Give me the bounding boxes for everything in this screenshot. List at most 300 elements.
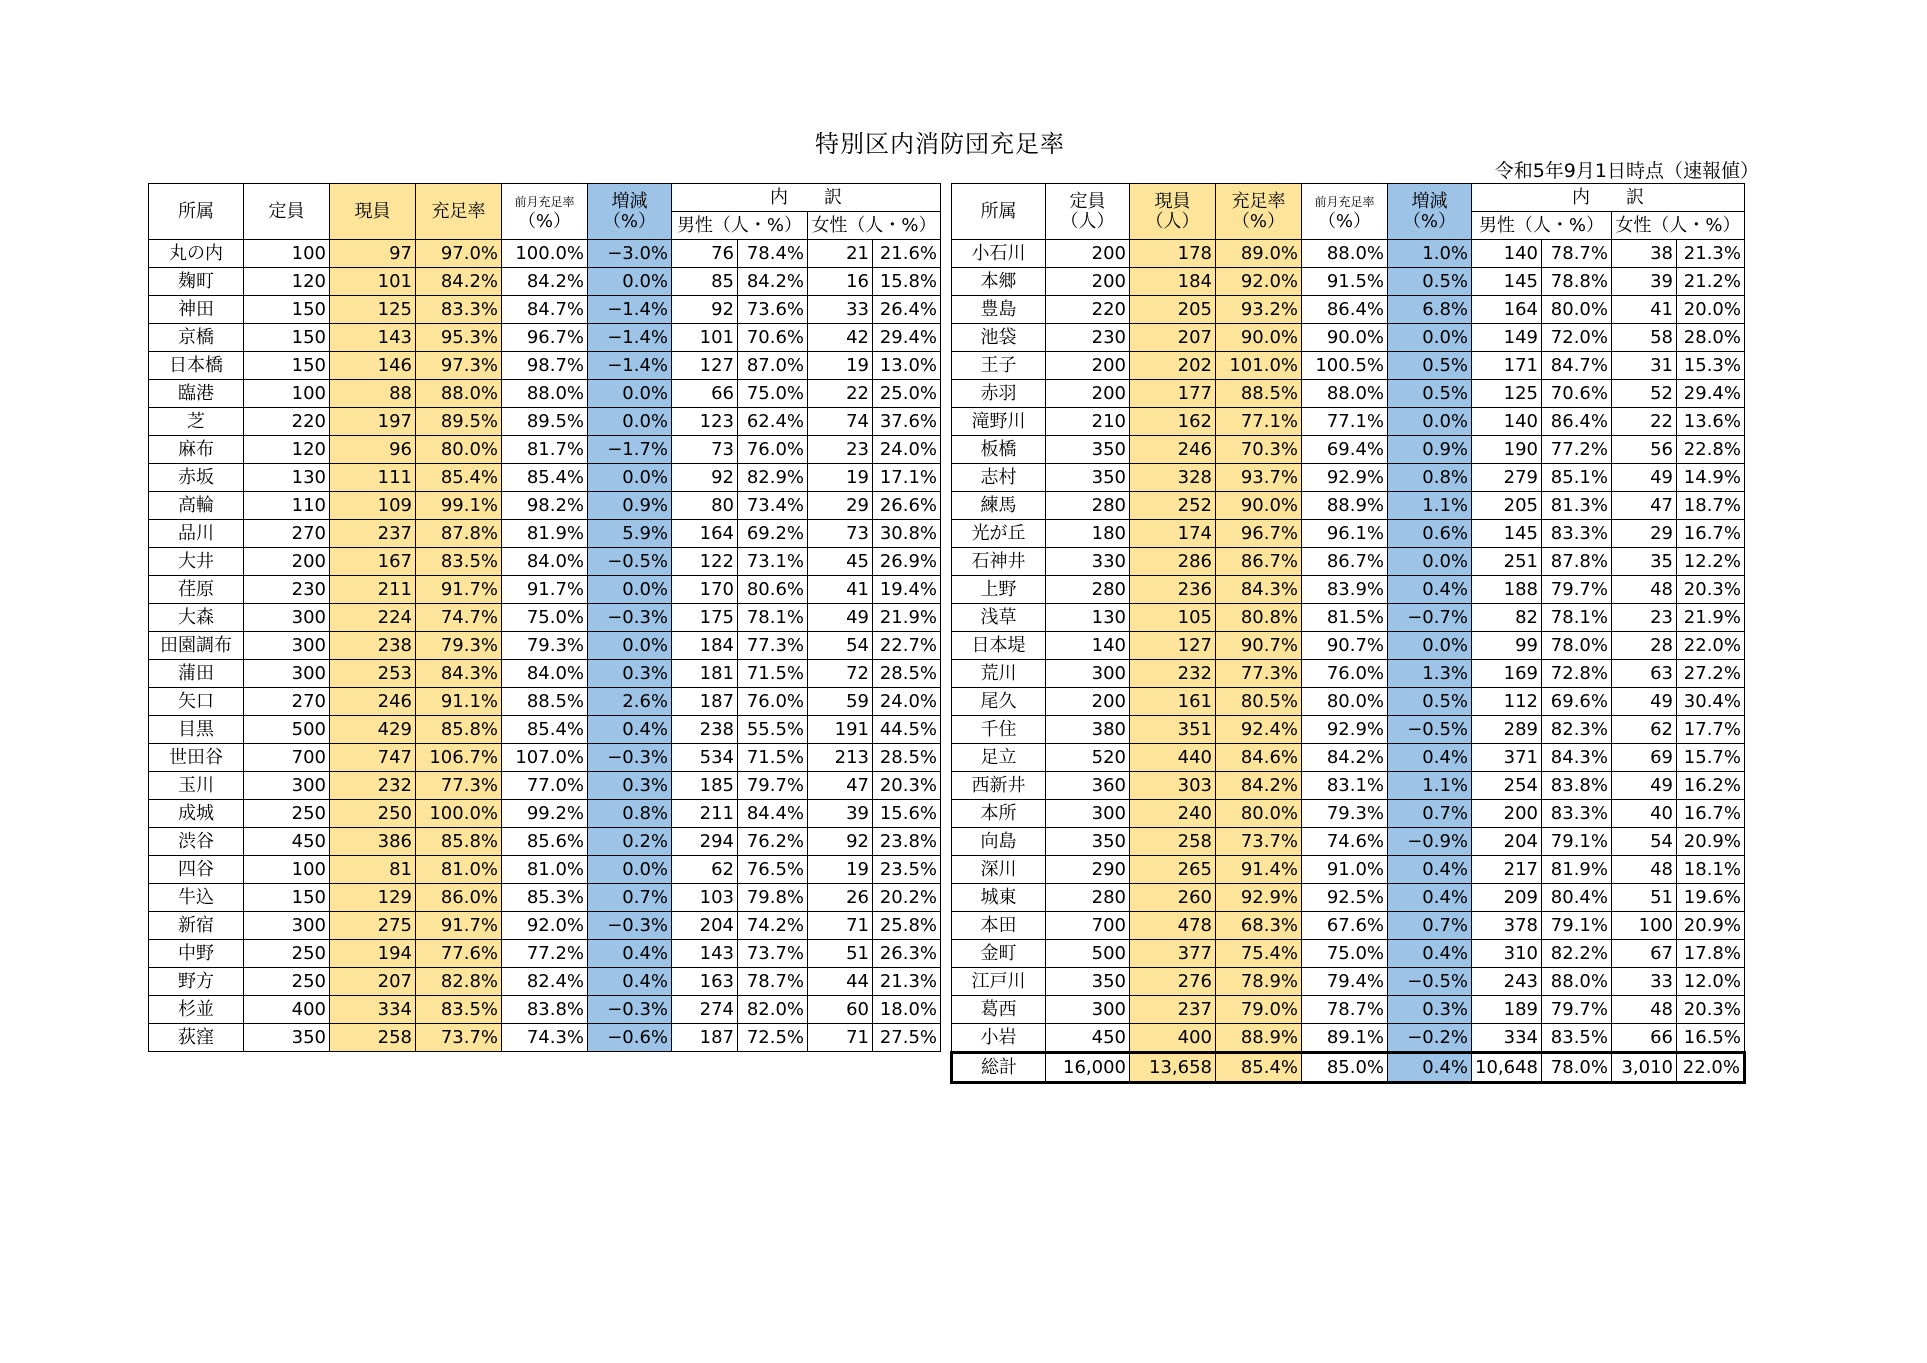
cell-male-count: 62 [672,856,738,884]
cell-quota: 150 [244,884,330,912]
cell-male-pct: 71.5% [738,744,808,772]
cell-male-pct: 85.1% [1541,464,1611,492]
cell-rate: 93.7% [1216,464,1302,492]
table-row [149,464,941,492]
cell-quota: 250 [244,968,330,996]
cell-male-pct: 73.7% [738,940,808,968]
cell-quota: 130 [244,464,330,492]
cell-quota: 200 [1046,268,1130,296]
cell-current: 207 [330,968,416,996]
total-prev-rate: 85.0% [1302,1053,1388,1083]
cell-prev-rate: 84.2% [502,268,588,296]
cell-female-count: 22 [1611,408,1676,436]
cell-quota: 300 [244,772,330,800]
cell-current: 246 [330,688,416,716]
cell-male-pct: 75.0% [738,380,808,408]
cell-change: 0.5% [1388,688,1472,716]
cell-org: 麹町 [149,268,244,296]
table-row [149,772,941,800]
cell-male-count: 127 [672,352,738,380]
cell-change: 0.0% [1388,548,1472,576]
cell-prev-rate: 75.0% [1302,940,1388,968]
cell-prev-rate: 78.7% [1302,996,1388,1024]
cell-male-count: 534 [672,744,738,772]
header-current-label: 現員 [1154,190,1191,212]
cell-male-pct: 84.3% [1541,744,1611,772]
table-row [952,548,1745,576]
cell-quota: 130 [1046,604,1130,632]
total-quota: 16,000 [1046,1053,1130,1083]
cell-female-count: 52 [1611,380,1676,408]
cell-current: 240 [1130,800,1216,828]
cell-change: 0.4% [588,716,672,744]
table-row [149,352,941,380]
cell-male-count: 164 [1472,296,1542,324]
cell-male-pct: 80.0% [1541,296,1611,324]
cell-org: 浅草 [952,604,1046,632]
cell-female-pct: 20.3% [1676,996,1744,1024]
cell-male-pct: 82.0% [738,996,808,1024]
cell-prev-rate: 86.7% [1302,548,1388,576]
cell-male-count: 76 [672,240,738,268]
cell-male-pct: 72.8% [1541,660,1611,688]
cell-change: 0.8% [588,800,672,828]
cell-male-count: 149 [1472,324,1542,352]
cell-current: 286 [1130,548,1216,576]
table-row [952,884,1745,912]
cell-quota: 350 [1046,828,1130,856]
header-male: 男性（人・%） [672,212,808,240]
cell-female-count: 47 [1611,492,1676,520]
cell-org: 品川 [149,520,244,548]
table-row [952,324,1745,352]
cell-male-pct: 78.1% [1541,604,1611,632]
cell-change: 0.7% [1388,800,1472,828]
cell-male-count: 73 [672,436,738,464]
cell-current: 237 [330,520,416,548]
cell-current: 232 [1130,660,1216,688]
cell-male-count: 99 [1472,632,1542,660]
cell-change: 0.0% [588,856,672,884]
cell-current: 81 [330,856,416,884]
table-row [952,604,1745,632]
cell-rate: 90.0% [1216,492,1302,520]
cell-male-count: 125 [1472,380,1542,408]
cell-rate: 97.3% [416,352,502,380]
cell-prev-rate: 84.7% [502,296,588,324]
cell-change: 0.6% [1388,520,1472,548]
cell-quota: 300 [244,604,330,632]
cell-prev-rate: 80.0% [1302,688,1388,716]
cell-quota: 520 [1046,744,1130,772]
table-row [952,268,1745,296]
cell-org: 千住 [952,716,1046,744]
cell-org: 杉並 [149,996,244,1024]
cell-rate: 77.6% [416,940,502,968]
cell-quota: 270 [244,520,330,548]
cell-current: 258 [1130,828,1216,856]
cell-male-count: 66 [672,380,738,408]
table-row [149,912,941,940]
cell-rate: 86.7% [1216,548,1302,576]
cell-org: 深川 [952,856,1046,884]
cell-male-count: 169 [1472,660,1542,688]
cell-current: 224 [330,604,416,632]
cell-female-pct: 14.9% [1676,464,1744,492]
cell-male-count: 143 [672,940,738,968]
cell-male-count: 171 [1472,352,1542,380]
cell-rate: 80.8% [1216,604,1302,632]
cell-org: 神田 [149,296,244,324]
header-breakdown: 内 訳 [672,184,941,212]
cell-rate: 73.7% [416,1024,502,1052]
cell-prev-rate: 84.0% [502,548,588,576]
cell-quota: 360 [1046,772,1130,800]
header-rate [1216,184,1302,240]
table-row [149,688,941,716]
cell-female-count: 29 [1611,520,1676,548]
cell-prev-rate: 81.9% [502,520,588,548]
cell-male-count: 279 [1472,464,1542,492]
cell-quota: 230 [1046,324,1130,352]
cell-female-count: 66 [1611,1024,1676,1053]
cell-rate: 106.7% [416,744,502,772]
cell-male-count: 164 [672,520,738,548]
cell-current: 386 [330,828,416,856]
cell-prev-rate: 100.0% [502,240,588,268]
cell-current: 97 [330,240,416,268]
cell-male-count: 310 [1472,940,1542,968]
cell-male-count: 217 [1472,856,1542,884]
cell-female-count: 45 [808,548,873,576]
cell-female-count: 29 [808,492,873,520]
cell-current: 258 [330,1024,416,1052]
cell-male-pct: 70.6% [738,324,808,352]
cell-org: 足立 [952,744,1046,772]
cell-male-count: 175 [672,604,738,632]
cell-male-pct: 76.2% [738,828,808,856]
cell-change: 0.3% [588,660,672,688]
cell-org: 城東 [952,884,1046,912]
cell-rate: 79.3% [416,632,502,660]
cell-female-pct: 21.9% [873,604,941,632]
cell-male-count: 163 [672,968,738,996]
cell-male-pct: 79.1% [1541,912,1611,940]
cell-male-pct: 87.8% [1541,548,1611,576]
header-prev-rate-label: 前月充足率 [1314,194,1375,209]
cell-male-count: 187 [672,688,738,716]
table-row [952,912,1745,940]
table-row [149,800,941,828]
cell-quota: 450 [1046,1024,1130,1053]
cell-female-count: 16 [808,268,873,296]
cell-change: 1.3% [1388,660,1472,688]
cell-org: 板橋 [952,436,1046,464]
cell-male-count: 92 [672,464,738,492]
cell-male-count: 170 [672,576,738,604]
cell-female-count: 54 [1611,828,1676,856]
table-row [149,408,941,436]
table-row [952,744,1745,772]
cell-female-count: 22 [808,380,873,408]
cell-male-pct: 83.3% [1541,520,1611,548]
cell-rate: 84.3% [416,660,502,688]
cell-change: −0.7% [1388,604,1472,632]
cell-org: 荒川 [952,660,1046,688]
cell-male-count: 254 [1472,772,1542,800]
cell-org: 小石川 [952,240,1046,268]
cell-rate: 81.0% [416,856,502,884]
cell-female-count: 49 [1611,688,1676,716]
cell-female-count: 48 [1611,856,1676,884]
cell-quota: 120 [244,268,330,296]
cell-male-count: 251 [1472,548,1542,576]
table-row [149,268,941,296]
cell-org: 大森 [149,604,244,632]
cell-current: 747 [330,744,416,772]
cell-current: 167 [330,548,416,576]
cell-rate: 68.3% [1216,912,1302,940]
table-row [149,1024,941,1052]
cell-quota: 100 [244,380,330,408]
cell-org: 赤羽 [952,380,1046,408]
cell-female-count: 33 [808,296,873,324]
cell-change: 0.0% [1388,408,1472,436]
cell-rate: 83.5% [416,996,502,1024]
cell-male-count: 204 [1472,828,1542,856]
cell-quota: 200 [1046,380,1130,408]
cell-org: 滝野川 [952,408,1046,436]
page-title: 特別区内消防団充足率 [815,130,1065,158]
cell-prev-rate: 88.0% [1302,240,1388,268]
cell-female-pct: 13.0% [873,352,941,380]
header-quota-unit: （人） [1060,210,1115,232]
cell-rate: 82.8% [416,968,502,996]
table-row [952,772,1745,800]
cell-male-count: 122 [672,548,738,576]
cell-quota: 150 [244,324,330,352]
cell-current: 109 [330,492,416,520]
cell-org: 王子 [952,352,1046,380]
cell-change: 0.3% [588,772,672,800]
table-row [952,296,1745,324]
header-breakdown: 内 訳 [1472,184,1745,212]
cell-quota: 350 [1046,968,1130,996]
cell-current: 429 [330,716,416,744]
cell-change: −0.5% [588,548,672,576]
cell-female-pct: 15.8% [873,268,941,296]
cell-quota: 220 [1046,296,1130,324]
cell-rate: 78.9% [1216,968,1302,996]
cell-quota: 200 [244,548,330,576]
cell-quota: 200 [1046,688,1130,716]
cell-female-pct: 12.0% [1676,968,1744,996]
cell-prev-rate: 92.9% [1302,716,1388,744]
cell-prev-rate: 91.5% [1302,268,1388,296]
table-row [952,436,1745,464]
cell-change: 0.0% [588,632,672,660]
cell-prev-rate: 81.5% [1302,604,1388,632]
cell-rate: 92.0% [1216,268,1302,296]
cell-org: 丸の内 [149,240,244,268]
cell-org: 小岩 [952,1024,1046,1053]
left-table [148,183,941,1052]
cell-female-pct: 22.8% [1676,436,1744,464]
cell-prev-rate: 85.6% [502,828,588,856]
cell-change: 0.5% [1388,268,1472,296]
cell-male-count: 80 [672,492,738,520]
cell-change: 1.1% [1388,772,1472,800]
cell-female-count: 69 [1611,744,1676,772]
cell-org: 本所 [952,800,1046,828]
cell-org: 葛西 [952,996,1046,1024]
cell-male-pct: 82.2% [1541,940,1611,968]
cell-male-count: 112 [1472,688,1542,716]
header-rate-unit: （%） [1231,210,1286,232]
cell-male-count: 209 [1472,884,1542,912]
cell-prev-rate: 89.1% [1302,1024,1388,1053]
cell-rate: 84.3% [1216,576,1302,604]
cell-prev-rate: 107.0% [502,744,588,772]
cell-quota: 150 [244,296,330,324]
header-change-label: 増減 [1411,190,1448,212]
cell-female-pct: 20.9% [1676,828,1744,856]
cell-female-pct: 28.0% [1676,324,1744,352]
cell-change: −1.4% [588,352,672,380]
header-change [588,184,672,240]
cell-prev-rate: 88.9% [1302,492,1388,520]
cell-female-count: 38 [1611,240,1676,268]
cell-change: 0.4% [1388,856,1472,884]
cell-rate: 91.4% [1216,856,1302,884]
table-row [952,800,1745,828]
cell-male-count: 123 [672,408,738,436]
cell-prev-rate: 69.4% [1302,436,1388,464]
cell-prev-rate: 83.1% [1302,772,1388,800]
cell-female-pct: 21.3% [873,968,941,996]
cell-current: 184 [1130,268,1216,296]
cell-org: 金町 [952,940,1046,968]
cell-male-pct: 76.5% [738,856,808,884]
cell-current: 238 [330,632,416,660]
table-row [149,716,941,744]
cell-org: 田園調布 [149,632,244,660]
table-row [149,940,941,968]
table-row [149,856,941,884]
cell-current: 205 [1130,296,1216,324]
cell-female-pct: 24.0% [873,688,941,716]
cell-female-pct: 22.7% [873,632,941,660]
header-prev-rate [1302,184,1388,240]
cell-female-count: 191 [808,716,873,744]
cell-org: 日本堤 [952,632,1046,660]
total-org: 総計 [952,1053,1046,1083]
cell-prev-rate: 100.5% [1302,352,1388,380]
cell-rate: 70.3% [1216,436,1302,464]
cell-male-pct: 78.4% [738,240,808,268]
cell-male-pct: 73.1% [738,548,808,576]
cell-female-count: 51 [1611,884,1676,912]
cell-rate: 92.4% [1216,716,1302,744]
cell-male-pct: 76.0% [738,688,808,716]
cell-current: 127 [1130,632,1216,660]
header-current [1130,184,1216,240]
cell-male-count: 294 [672,828,738,856]
cell-female-pct: 15.3% [1676,352,1744,380]
cell-org: 臨港 [149,380,244,408]
cell-org: 豊島 [952,296,1046,324]
cell-male-pct: 79.8% [738,884,808,912]
cell-current: 174 [1130,520,1216,548]
cell-change: 0.0% [588,464,672,492]
cell-female-pct: 15.7% [1676,744,1744,772]
cell-quota: 300 [1046,660,1130,688]
cell-change: −1.4% [588,324,672,352]
cell-prev-rate: 85.3% [502,884,588,912]
cell-change: 0.7% [588,884,672,912]
cell-male-pct: 80.4% [1541,884,1611,912]
cell-female-count: 48 [1611,996,1676,1024]
cell-male-pct: 84.2% [738,268,808,296]
cell-female-pct: 18.0% [873,996,941,1024]
cell-prev-rate: 91.7% [502,576,588,604]
cell-female-count: 62 [1611,716,1676,744]
cell-change: 0.0% [1388,324,1472,352]
cell-change: −0.3% [588,744,672,772]
cell-quota: 330 [1046,548,1130,576]
cell-male-pct: 72.0% [1541,324,1611,352]
cell-male-count: 200 [1472,800,1542,828]
cell-prev-rate: 74.3% [502,1024,588,1052]
cell-female-count: 28 [1611,632,1676,660]
cell-male-count: 205 [1472,492,1542,520]
cell-prev-rate: 99.2% [502,800,588,828]
cell-change: −0.2% [1388,1024,1472,1053]
cell-female-pct: 20.3% [1676,576,1744,604]
cell-female-count: 39 [1611,268,1676,296]
cell-male-pct: 80.6% [738,576,808,604]
cell-male-count: 188 [1472,576,1542,604]
table-row [952,968,1745,996]
cell-male-count: 181 [672,660,738,688]
left-table-body [149,240,941,1052]
header-prev-rate-unit: （%） [517,210,572,232]
cell-prev-rate: 81.0% [502,856,588,884]
cell-female-count: 19 [808,352,873,380]
cell-male-pct: 83.3% [1541,800,1611,828]
cell-rate: 87.8% [416,520,502,548]
cell-current: 194 [330,940,416,968]
cell-rate: 74.7% [416,604,502,632]
cell-prev-rate: 74.6% [1302,828,1388,856]
cell-prev-rate: 79.3% [502,632,588,660]
cell-quota: 220 [244,408,330,436]
table-row [952,464,1745,492]
cell-female-pct: 13.6% [1676,408,1744,436]
cell-female-pct: 26.4% [873,296,941,324]
cell-org: 成城 [149,800,244,828]
cell-female-count: 23 [1611,604,1676,632]
cell-rate: 95.3% [416,324,502,352]
cell-male-count: 103 [672,884,738,912]
header-male: 男性（人・%） [1472,212,1612,240]
cell-male-pct: 72.5% [738,1024,808,1052]
cell-female-pct: 25.0% [873,380,941,408]
cell-prev-rate: 98.7% [502,352,588,380]
cell-change: 0.8% [1388,464,1472,492]
cell-rate: 90.0% [1216,324,1302,352]
cell-male-pct: 78.7% [738,968,808,996]
